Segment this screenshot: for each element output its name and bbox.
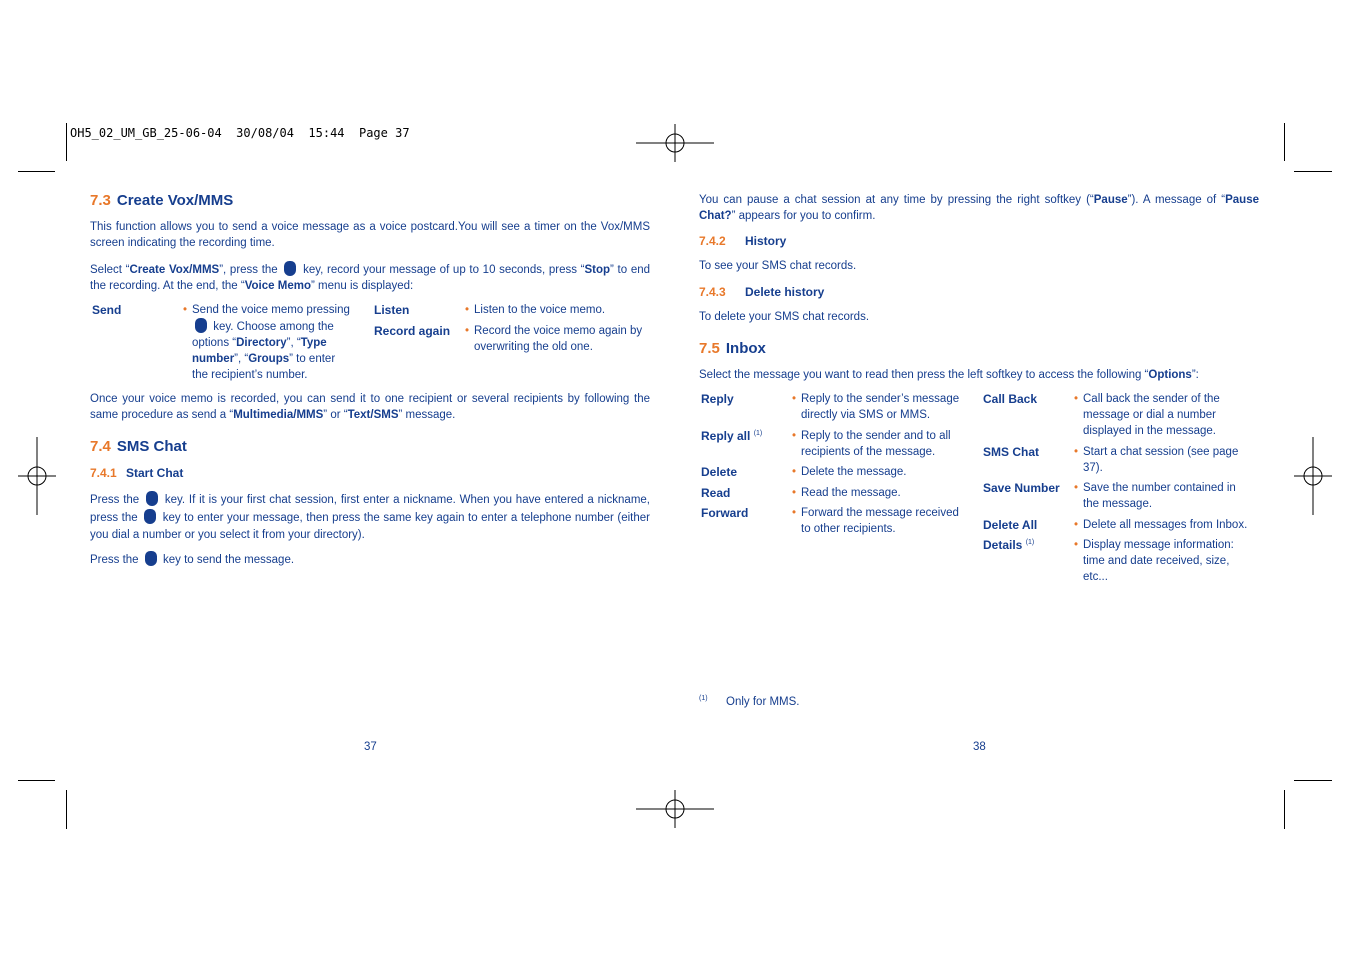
option-term-reply-all: Reply all $^{(1)}$ (701, 429, 763, 443)
section-heading-7-3: 7.3 Create Vox/MMS (90, 192, 234, 209)
print-slug: OH5_02_UM_GB_25-06-04 30/08/04 15:44 Page 37 (70, 126, 410, 140)
option-desc-save-number: • Save the number contained in the message. (1074, 482, 1236, 510)
option-desc-listen: • Listen to the voice memo. (465, 304, 606, 316)
paragraph: Press the key to send the message. (90, 551, 650, 568)
option-desc-record-again: • Record the voice memo again by overwriting the old one. (465, 325, 643, 353)
registration-mark (1294, 437, 1332, 515)
option-term-read: Read (701, 486, 731, 500)
navigation-key-icon (284, 261, 296, 276)
option-term-send: Send (92, 303, 122, 317)
option-desc-reply: • Reply to the sender’s message directly via SMS or MMS. (792, 393, 960, 421)
option-desc-delete-all: • Delete all messages from Inbox. (1074, 519, 1248, 531)
option-term-call-back: Call Back (983, 392, 1038, 406)
paragraph: Select “Create Vox/MMS”, press the key, record your message of up to 10 seconds, press “Stop” to end the recording. At the end, the “Voice Memo” menu is displayed: (90, 261, 650, 294)
crop-mark (1284, 790, 1285, 829)
crop-mark (1284, 123, 1285, 161)
subsection-heading-7-4-1: 7.4.1 Start Chat (90, 466, 184, 480)
crop-mark (18, 780, 55, 781)
paragraph: To delete your SMS chat records. (699, 311, 870, 323)
paragraph: You can pause a chat session at any time by pressing the right softkey (“Pause”). A message of “Pause Chat?” appears for you to confirm. (699, 194, 1259, 222)
option-term-sms-chat: SMS Chat (983, 445, 1040, 459)
page-number: 38 (973, 741, 986, 753)
crop-mark (1294, 171, 1332, 172)
page-number: 37 (364, 741, 377, 753)
option-desc-call-back: • Call back the sender of the message or dial a number displayed in the message. (1074, 393, 1220, 437)
section-heading-7-4: 7.4 SMS Chat (90, 438, 187, 455)
option-term-details: Details $^{(1)}$ (983, 538, 1035, 552)
crop-mark (18, 171, 55, 172)
option-desc-delete: • Delete the message. (792, 466, 907, 478)
footnote: $^{(1)}$ Only for MMS. (699, 695, 800, 708)
crop-mark (66, 790, 67, 829)
paragraph: Select the message you want to read then press the left softkey to access the following “Options”: (699, 369, 1199, 381)
navigation-key-icon (144, 509, 156, 524)
paragraph: This function allows you to send a voice message as a voice postcard.You will see a timer on the Vox/MMS screen indicating the recording time. (90, 221, 650, 249)
option-term-reply: Reply (701, 392, 734, 406)
subsection-heading-7-4-2: 7.4.2 History (699, 234, 787, 248)
option-desc-send: • Send the voice memo pressing key. Choose among the options “Directory”, “Type number”, “Groups” to enter the recipient’s number. (183, 304, 350, 381)
navigation-key-icon (195, 318, 207, 333)
crop-mark (1294, 780, 1332, 781)
option-term-delete: Delete (701, 465, 738, 479)
option-desc-reply-all: • Reply to the sender and to all recipients of the message. (792, 430, 951, 458)
option-term-delete-all: Delete All (983, 518, 1038, 532)
navigation-key-icon (146, 491, 158, 506)
registration-mark (18, 437, 56, 515)
registration-mark (636, 790, 714, 828)
option-term-listen: Listen (374, 303, 410, 317)
option-desc-forward: • Forward the message received to other recipients. (792, 507, 959, 535)
navigation-key-icon (145, 551, 157, 566)
section-heading-7-5: 7.5 Inbox (699, 340, 766, 357)
option-desc-details: • Display message information: time and date received, size, etc... (1074, 539, 1234, 583)
paragraph: Once your voice memo is recorded, you can send it to one recipient or several recipients by following the same procedure as send a “Multimedia/MMS” or “Text/SMS” message. (90, 393, 650, 421)
option-desc-read: • Read the message. (792, 487, 901, 499)
subsection-heading-7-4-3: 7.4.3 Delete history (699, 285, 825, 299)
registration-mark (636, 124, 714, 162)
option-term-record-again: Record again (374, 324, 451, 338)
option-term-forward: Forward (701, 506, 749, 520)
paragraph: To see your SMS chat records. (699, 260, 857, 272)
option-term-save-number: Save Number (983, 481, 1060, 495)
crop-mark (66, 123, 67, 161)
paragraph: Press the key. If it is your first chat session, first enter a nickname. When you have entered a nickname, press the key to enter your message, then press the same key again to enter a telephone number (either you dial a number or you select it from your directory). (90, 491, 650, 544)
option-desc-sms-chat: • Start a chat session (see page 37). (1074, 446, 1239, 474)
